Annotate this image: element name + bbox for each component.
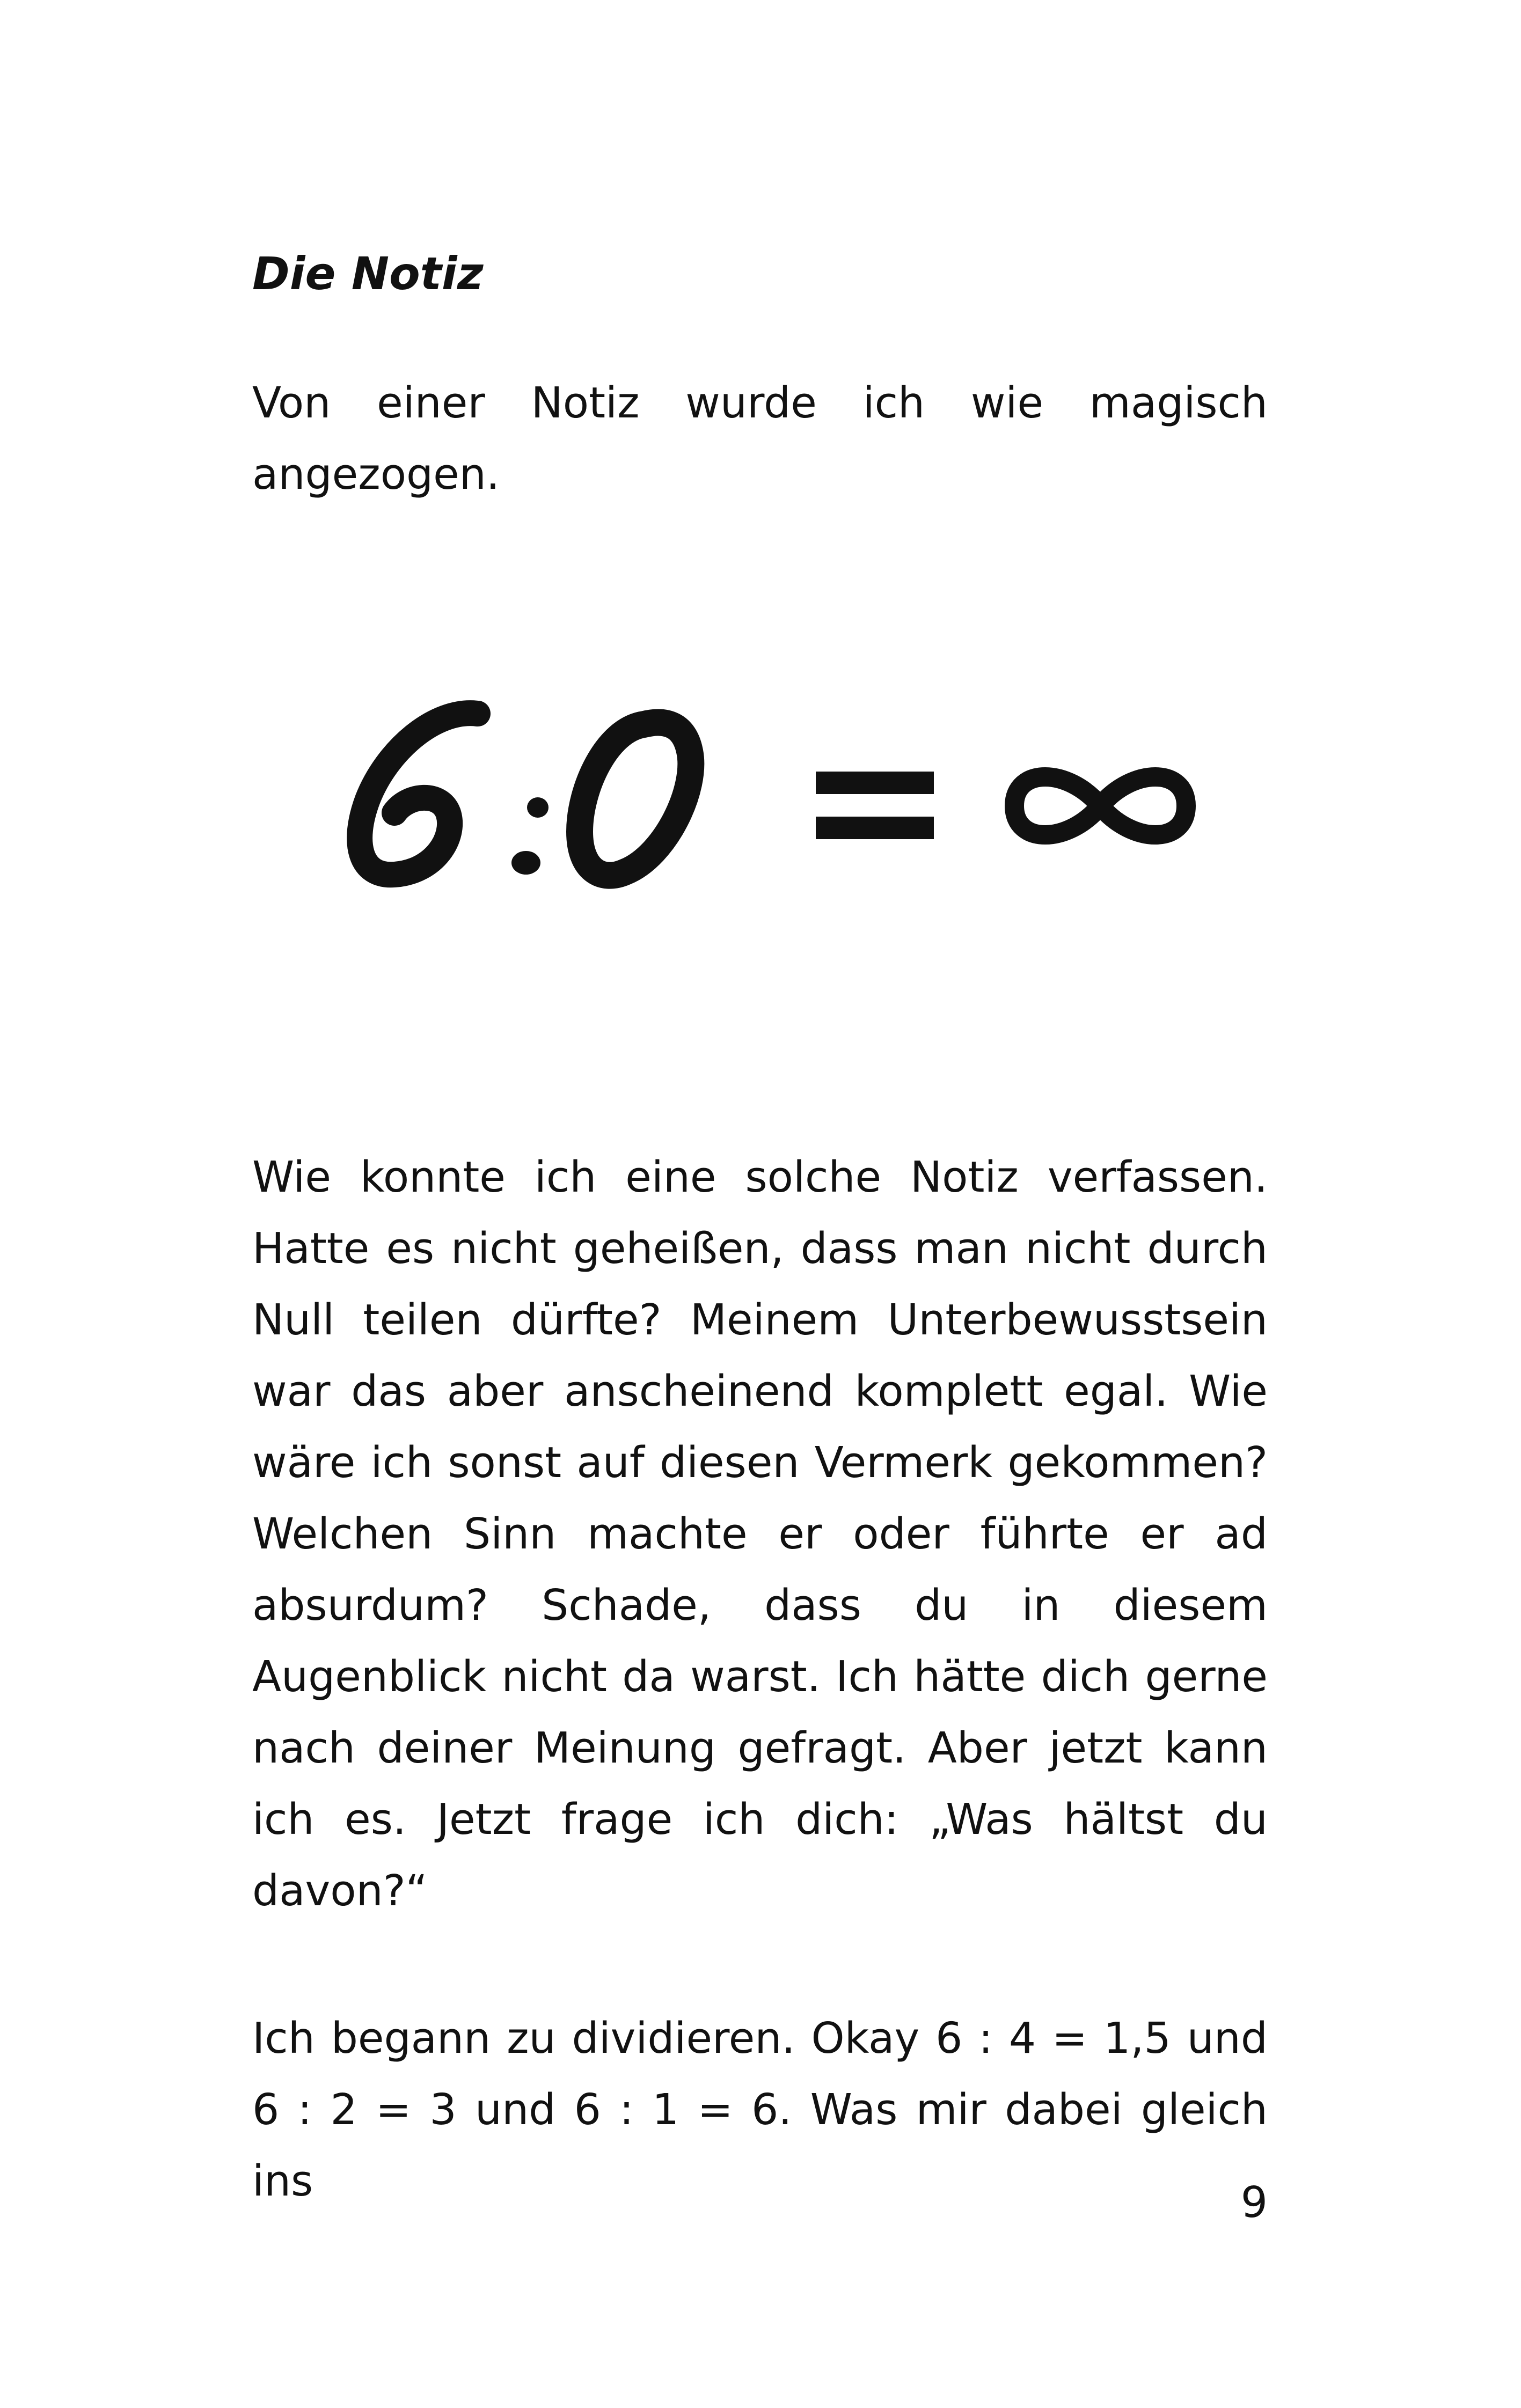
formula-digit-six [360,713,478,875]
page-number: 9 [1240,2178,1268,2227]
formula-equals-sign [816,772,934,839]
formula-infinity-symbol [1014,777,1186,835]
formula-digit-zero [580,723,691,876]
formula-colon [511,797,549,875]
chapter-heading: Die Notiz [252,247,484,300]
paragraph-division: Ich begann zu dividieren. Okay 6 : 4 = 1,5 und 6 : 2 = 3 und 6 : 1 = 6. Was mir dabei gleich ins [252,2014,1268,2206]
handwritten-formula [343,692,1213,896]
paragraph-reflection: Wie konnte ich eine solche Notiz verfassen. Hatte es nicht geheißen, dass man nicht durch Null teilen dürfte? Meinem Unterbewusstsein war das aber anscheinend komplett egal. Wie wäre ich sonst auf diesen Vermerk gekommen? Welchen Sinn machte er oder führte er ad absurdum? Schade, dass du in diesem Augenblick nicht da warst. Ich hätte dich gerne nach deiner Meinung gefragt. Aber jetzt kann ich es. Jetzt frage ich dich: „Was hältst du davon?“ [252,1152,1268,1915]
paragraph-intro: Von einer Notiz wurde ich wie magisch angezogen. [252,378,1268,499]
